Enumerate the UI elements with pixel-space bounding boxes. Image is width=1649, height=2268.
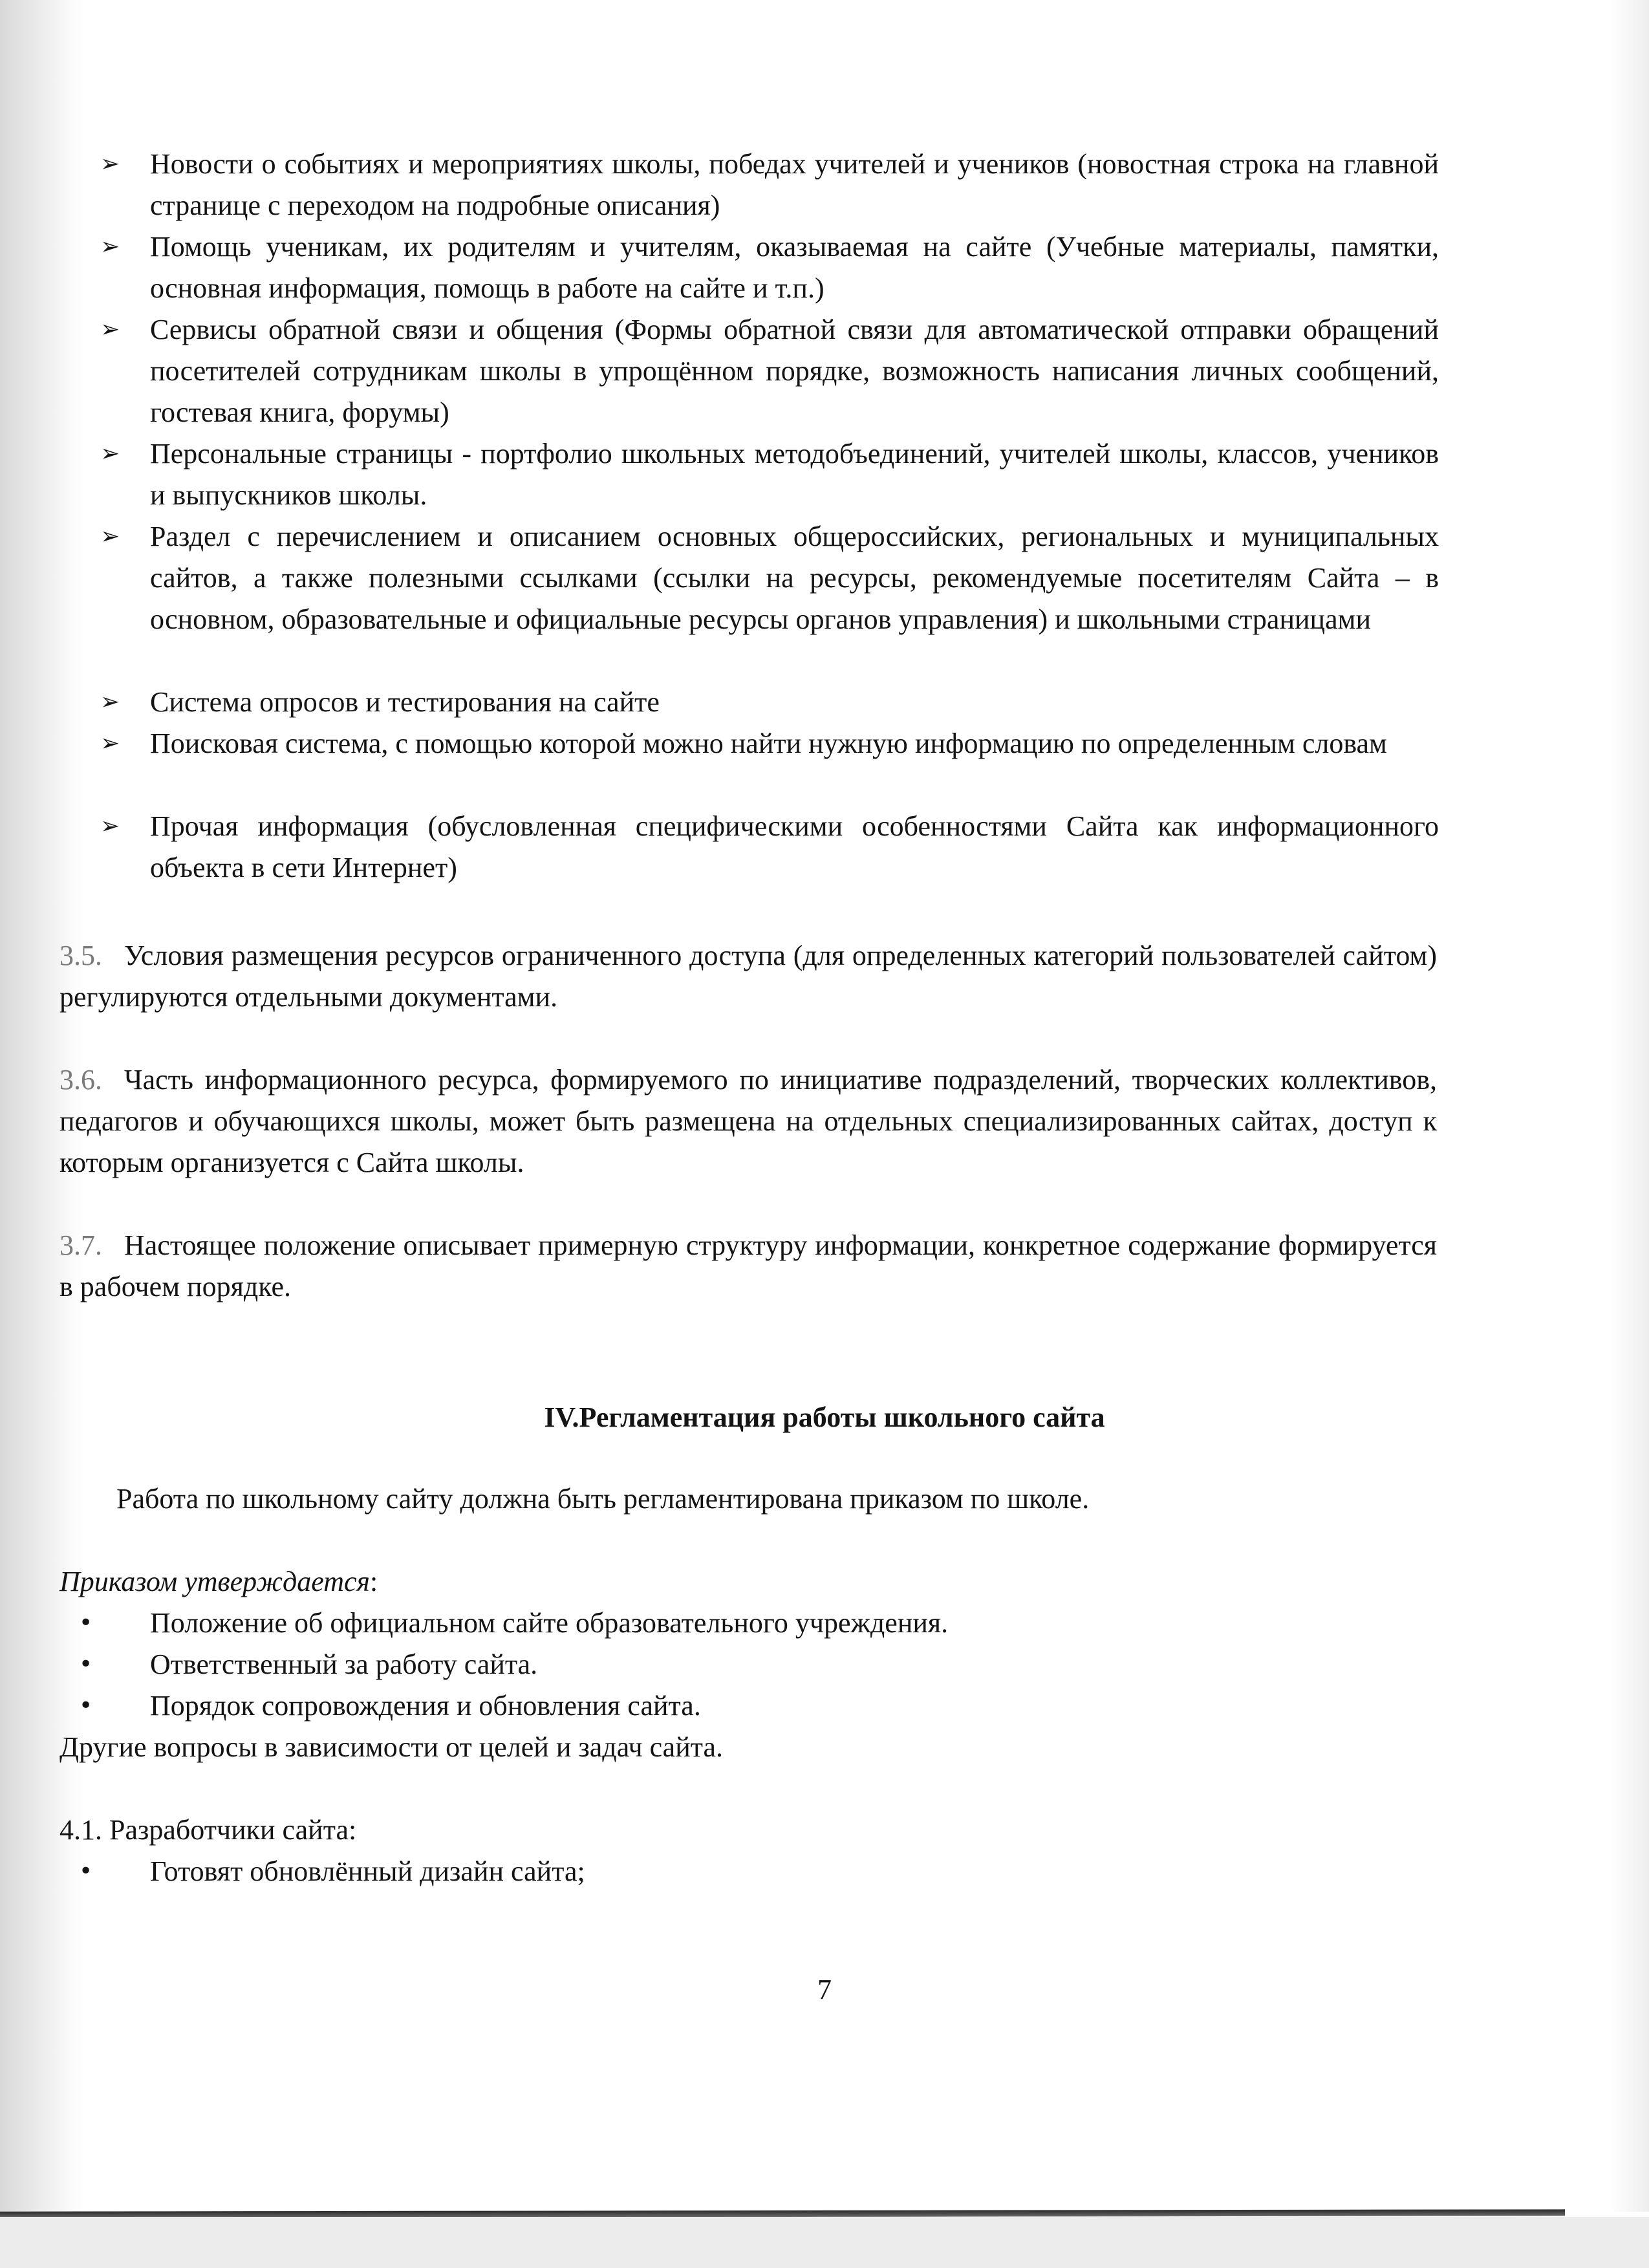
list-item-text: Положение об официальном сайте образовательного учреждения. <box>150 1607 949 1639</box>
list-item <box>100 226 1439 309</box>
scan-right-shadow <box>1610 0 1649 2212</box>
arrow-bullet-icon: ➢ <box>100 730 120 757</box>
list-item <box>100 144 1439 226</box>
approved-by-line <box>59 1561 1437 1603</box>
section-3-7 <box>59 1225 1437 1308</box>
section-number: 3.5. <box>59 940 102 971</box>
list-item <box>79 1685 1437 1727</box>
list-item <box>100 433 1439 516</box>
list-item <box>100 516 1439 640</box>
bullet-dot-icon: • <box>79 1692 93 1719</box>
arrow-bullet-icon: ➢ <box>100 440 120 467</box>
section-3-6 <box>59 1059 1437 1183</box>
page-number: 7 <box>817 1974 832 2005</box>
bullet-dot-icon: • <box>79 1610 93 1636</box>
section-number: 3.6. <box>59 1064 102 1096</box>
section-text: Часть информационного ресурса, формируемого по инициативе подразделений, творческих коллективов, педагогов и обучающихся школы, может быть размещена на отдельных специализированных сайтах, доступ к которым организуется с Сайта школы. <box>59 1064 1437 1178</box>
intro-paragraph: Работа по школьному сайту должна быть регламентирована приказом по школе. <box>116 1483 1090 1515</box>
approved-by-colon: : <box>369 1566 378 1597</box>
list-item <box>100 723 1439 764</box>
list-item <box>100 309 1439 433</box>
list-item <box>100 682 1439 723</box>
arrow-bullet-icon: ➢ <box>100 813 120 839</box>
section-number: 3.7. <box>59 1229 102 1261</box>
arrow-bullet-icon: ➢ <box>100 151 120 177</box>
list-item-text: Поисковая система, с помощью которой можно найти нужную информацию по определенным словам <box>150 728 1387 759</box>
list-item-text: Система опросов и тестирования на сайте <box>150 686 660 718</box>
list-item <box>79 1644 1437 1685</box>
section-text: Условия размещения ресурсов ограниченного доступа (для определенных категорий пользователей сайтом) регулируются отдельными документами. <box>59 940 1437 1013</box>
bullet-dot-icon: • <box>79 1651 93 1678</box>
arrow-bullet-icon: ➢ <box>100 689 120 715</box>
list-item-text: Новости о событиях и мероприятиях школы, победах учителей и учеников (новостная строка на главной странице с переходом на подробные описания) <box>150 148 1439 221</box>
list-item-text: Готовят обновлённый дизайн сайта; <box>150 1855 585 1887</box>
list-item-text: Ответственный за работу сайта. <box>150 1648 538 1680</box>
list-item-text: Персональные страницы - портфолио школьных методобъединений, учителей школы, классов, учеников и выпускников школы. <box>150 438 1439 511</box>
list-item-text: Прочая информация (обусловленная специфическими особенностями Сайта как информационного объекта в сети Интернет) <box>150 810 1439 883</box>
list-item-text: Раздел с перечислением и описанием основных общероссийских, региональных и муниципальных сайтов, а также полезными ссылками (ссылки на ресурсы, рекомендуемые посетителям Сайта – в основном, образовательные и официальные ресурсы органов управления) и школьными страницами <box>150 521 1439 635</box>
section-3-5 <box>59 935 1437 1018</box>
list-item-text: Сервисы обратной связи и общения (Формы обратной связи для автоматической отправки обращений посетителей сотрудникам школы в упрощённом порядке, возможность написания личных сообщений, гостевая книга, форумы) <box>150 314 1439 428</box>
list-item-text: Порядок сопровождения и обновления сайта. <box>150 1690 701 1722</box>
list-item <box>100 806 1439 889</box>
approved-by-label: Приказом утверждается <box>59 1566 370 1597</box>
arrow-bullet-icon: ➢ <box>100 523 120 550</box>
list-item <box>79 1603 1437 1644</box>
arrow-bullet-icon: ➢ <box>100 233 120 260</box>
bullet-dot-icon: • <box>79 1858 93 1885</box>
list-item-text: Помощь ученикам, их родителям и учителям, оказываемая на сайте (Учебные материалы, памятки, основная информация, помощь в работе на сайте и т.п.) <box>150 231 1439 304</box>
list-item <box>79 1851 1437 1892</box>
section-4-1-title: 4.1. Разработчики сайта: <box>59 1814 357 1846</box>
section-heading: IV.Регламентация работы школьного сайта <box>544 1401 1105 1433</box>
other-questions-line: Другие вопросы в зависимости от целей и задач сайта. <box>59 1731 724 1763</box>
arrow-bullet-icon: ➢ <box>100 316 120 343</box>
scan-background <box>0 2217 1649 2268</box>
section-text: Настоящее положение описывает примерную структуру информации, конкретное содержание формируется в рабочем порядке. <box>59 1229 1437 1302</box>
